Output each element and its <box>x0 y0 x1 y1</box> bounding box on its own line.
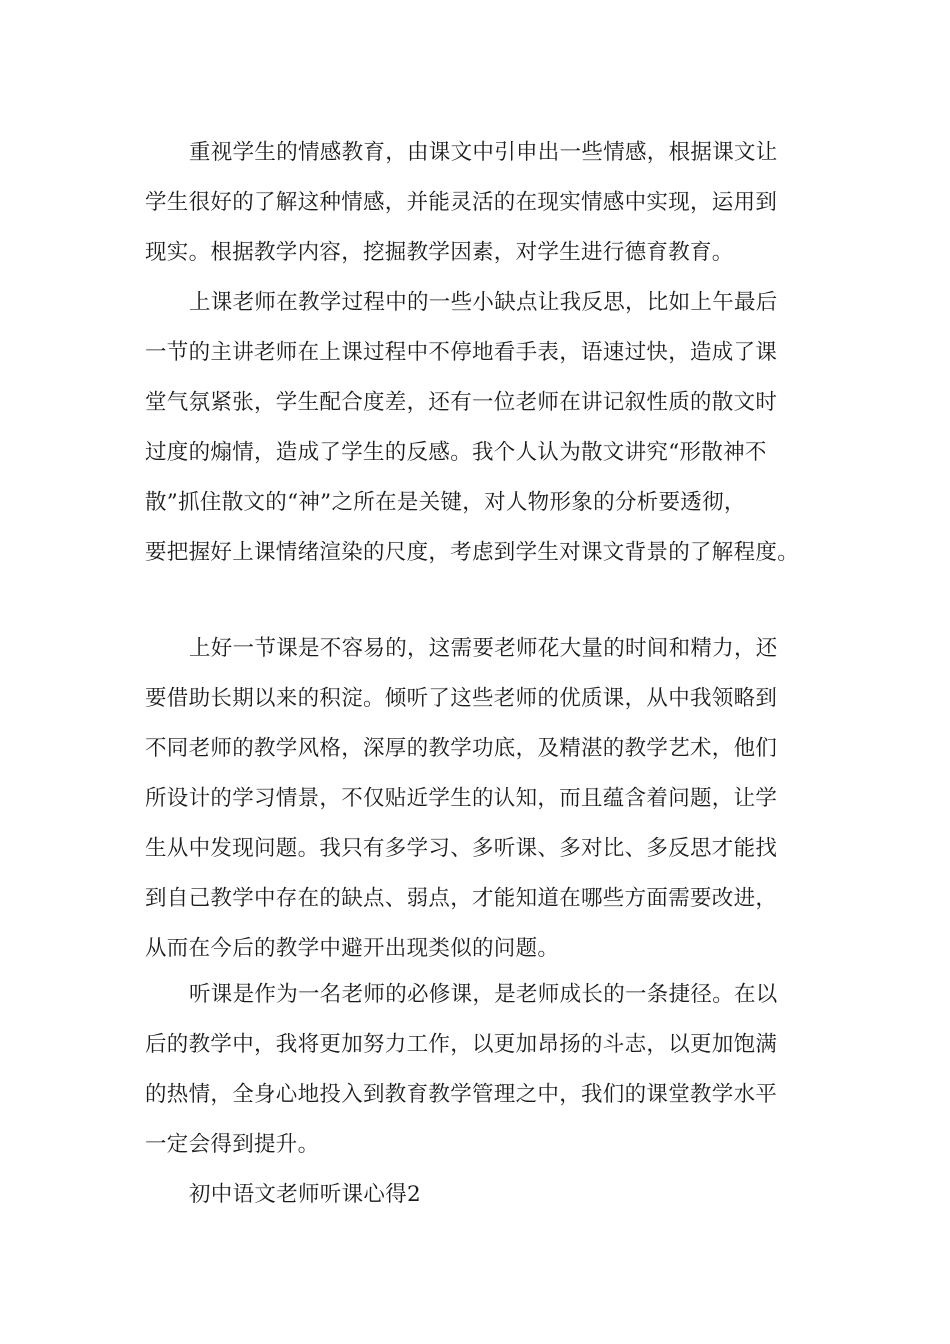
paragraph-emotional-education <box>145 128 810 278</box>
paragraph-line: 一定会得到提升。 <box>145 1132 320 1157</box>
paragraph-good-lesson <box>145 624 810 974</box>
paragraph-line: 不同老师的教学风格，深厚的教学功底，及精湛的教学艺术，他们 <box>145 736 778 761</box>
paragraph-line: 后的教学中，我将更加努力工作，以更加昂扬的斗志，以更加饱满 <box>145 1032 778 1057</box>
section-heading <box>145 1170 810 1220</box>
paragraph-line: 从而在今后的教学中避开出现类似的问题。 <box>145 936 560 961</box>
paragraph-line: 重视学生的情感教育，由课文中引申出一些情感，根据课文让 <box>189 140 778 165</box>
paragraph-reflection <box>145 278 810 578</box>
paragraph-line: 所设计的学习情景，不仅贴近学生的认知，而且蕴含着问题，让学 <box>145 786 778 811</box>
section-title: 初中语文老师听课心得2 <box>189 1182 421 1207</box>
paragraph-line: 散”抓住散文的“神”之所在是关键，对人物形象的分析要透彻， <box>145 490 746 515</box>
paragraph-line: 生从中发现问题。我只有多学习、多听课、多对比、多反思才能找 <box>145 836 778 861</box>
paragraph-line: 一节的主讲老师在上课过程中不停地看手表，语速过快，造成了课 <box>145 340 778 365</box>
paragraph-line: 到自己教学中存在的缺点、弱点，才能知道在哪些方面需要改进， <box>145 886 778 911</box>
paragraph-line: 堂气氛紧张，学生配合度差，还有一位老师在讲记叙性质的散文时 <box>145 390 778 415</box>
paragraph-line: 要把握好上课情绪渲染的尺度，考虑到学生对课文背景的了解程度。 <box>145 540 800 565</box>
paragraph-line: 过度的煽情，造成了学生的反感。我个人认为散文讲究“形散神不 <box>145 440 767 465</box>
paragraph-conclusion <box>145 970 810 1170</box>
paragraph-line: 的热情，全身心地投入到教育教学管理之中，我们的课堂教学水平 <box>145 1082 778 1107</box>
paragraph-line: 听课是作为一名老师的必修课，是老师成长的一条捷径。在以 <box>189 982 778 1007</box>
paragraph-line: 要借助长期以来的积淀。倾听了这些老师的优质课，从中我领略到 <box>145 686 778 711</box>
paragraph-line: 上好一节课是不容易的，这需要老师花大量的时间和精力，还 <box>189 636 778 661</box>
paragraph-line: 现实。根据教学内容，挖掘教学因素，对学生进行德育教育。 <box>145 240 734 265</box>
paragraph-line: 学生很好的了解这种情感，并能灵活的在现实情感中实现，运用到 <box>145 190 778 215</box>
paragraph-line: 上课老师在教学过程中的一些小缺点让我反思，比如上午最后 <box>189 290 778 315</box>
